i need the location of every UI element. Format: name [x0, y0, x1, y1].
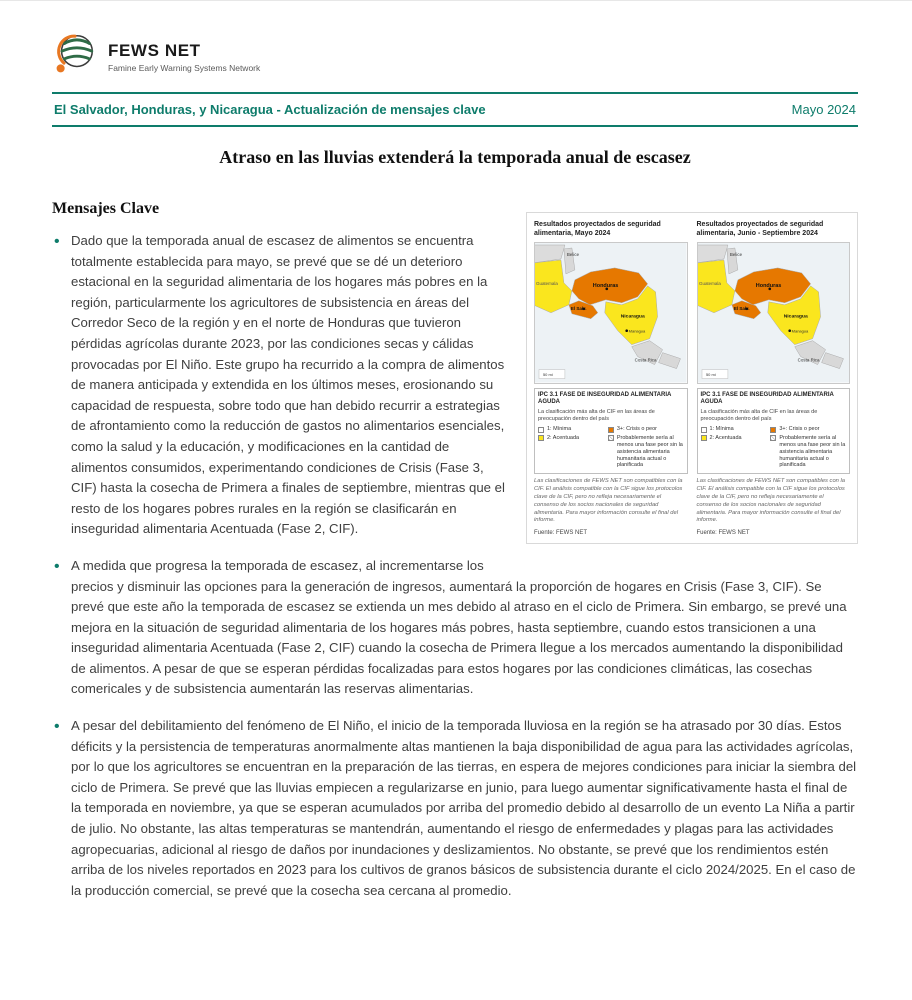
- map-label-honduras-icon: Honduras: [592, 283, 619, 290]
- key-messages-list: [52, 231, 858, 901]
- map-label-costa-rica-icon: Costa Rica: [634, 357, 657, 363]
- brand-tagline: Famine Early Warning Systems Network: [108, 62, 261, 73]
- section-heading-mensajes-clave: Mensajes Clave: [52, 200, 160, 217]
- map-label-nicaragua-icon: Nicaragua: [620, 313, 645, 320]
- brand-name: FEWS NET: [108, 40, 201, 60]
- key-message-item: • A pesar del debilitamiento del fenómeno de El Niño, el inicio de la temporada lluviosa en la región se ha atrasado por 30 días. Estos déficits y la persistencia de temperaturas anormalmente altas mantienen la baja disponibilidad de agua para las actividades agrícolas, por lo que los agricultores se encuentran en la preparación de las tierras, en espera de mejores condiciones para iniciar la siembra del ciclo de Primera. Se prevé que las lluvias empiecen a regularizarse en junio, para luego aumentar significativamente hasta el final de la temporada en noviembre, ya que se esperan acumulados por arriba del promedio debido al desarrollo de un evento La Niña a partir de julio. No obstante, las altas temperaturas se mantendrán, aumentando el riesgo de enfermedades y plagas para las actividades agropecuarias, adicional al riesgo de daños por inundaciones y deslizamientos. No obstante, se prevé que los rendimientos estén arriba de los niveles reportados en 2023 para los cultivos de granos básicos de subsistencia durante el ciclo 2024/2025. En el caso de la producción comercial, se prevé que la cosecha sea cercana al promedio.: [52, 716, 858, 901]
- report-body: [52, 200, 858, 917]
- map-label-belize-icon: Belice: [729, 252, 742, 258]
- map-label-guatemala-icon: Guatemala: [698, 281, 721, 287]
- map-panel-title: Resultados proyectados de seguridad alimentaria, Mayo 2024: [534, 221, 661, 238]
- page-title: Atraso en las lluvias extenderá la temporada anual de escasez: [219, 147, 691, 167]
- legend-title: IPC 3.1 FASE DE INSEGURIDAD ALIMENTARIA AGUDA: [700, 391, 834, 406]
- legend-item-stressed: 2: Acentuada: [538, 435, 604, 469]
- legend-item-minimal: 1: Mínima: [701, 426, 767, 433]
- figure-footnote: Las clasificaciones de FEWS NET son compatibles con la CIF. El análisis compatible con la CIF sigue los protocolos clave de la CIF, pero no refleja necesariamente el consenso de los socios nacionales de seguridad alimentaria. Para mayor información consulte el final del informe.: [696, 478, 846, 524]
- map-scale-label: 50 mi: [542, 372, 553, 378]
- map-label-costa-rica-icon: Costa Rica: [797, 357, 820, 363]
- brand-text: [108, 41, 260, 73]
- map-panel-title: Resultados proyectados de seguridad alimentaria, Junio - Septiembre 2024: [696, 221, 824, 238]
- report-region-title: El Salvador, Honduras, y Nicaragua - Actualización de mensajes clave: [54, 102, 486, 117]
- map-label-el-salvador-icon: El Salv.: [733, 305, 749, 311]
- report-page: [0, 1, 912, 917]
- key-message-item: • Dado que la temporada anual de escasez de alimentos se encuentra totalmente establecida para mayo, se prevé que se dé un deterioro estacional en la seguridad alimentaria de los hogares más pobres en la región, particularmente los agricultores de subsistencia en áreas del Corredor Seco de la región y en el norte de Honduras que tuvieron pérdidas agrícolas durante 2023, por las condiciones secas y cálidas provocadas por El Niño. Este grupo ha recurrido a la compra de alimentos de manera anticipada y extendida en los últimos meses, erosionando su capacidad de respuesta, sobre todo que han debido recurrir a estrategias de afrontamiento como la reducción de gastos no alimentarios esenciales, como la salud y la educación, y modificaciones en la cantidad de alimentos consumidos, experimentando condiciones de Crisis (Fase 3, CIF) hasta la cosecha de Primera a finales de septiembre, mientras que el resto de los hogares pobres rurales en la región se clasificarán en inseguridad alimentaria Acentuada (Fase 2, CIF).: [52, 231, 858, 540]
- legend-subtitle: La clasificación más alta de CIF en las áreas de preocupación dentro del país: [538, 408, 655, 422]
- legend-item-would-be-worse: Probablemente sería al menos una fase peor sin la asistencia alimentaria humanitaria actual o planificada: [608, 435, 684, 469]
- legend-item-stressed: 2: Acentuada: [701, 435, 767, 469]
- key-message-item: • A medida que progresa la temporada de escasez, al incrementarse los precios y disminuir las opciones para la generación de ingresos, aumentará la proporción de hogares en Crisis (Fase 3, CIF). Se prevé que este año la temporada de escasez se extienda un mes debido al atraso en el ciclo de Primera. Sin embargo, se prevé una mejora en la situación de seguridad alimentaria de los hogares más pobres, hasta septiembre, cuando estos transicionen a una inseguridad alimentaria Acentuada (Fase 2, CIF) cuando la cosecha de Primera llegue a los mercados aumentando la disponibilidad de alimentos. A pesar de que se esperan pérdidas focalizadas para estos hogares por las condiciones climáticas, las cosechas comericales y de subsistencia aumentarán las reservas alimentarias.: [52, 556, 858, 700]
- legend-title: IPC 3.1 FASE DE INSEGURIDAD ALIMENTARIA AGUDA: [538, 391, 672, 406]
- map-label-guatemala-icon: Guatemala: [536, 281, 558, 287]
- map-label-managua-icon: Managua: [791, 328, 808, 334]
- map-label-managua-icon: Managua: [628, 328, 646, 334]
- report-date: Mayo 2024: [791, 102, 856, 117]
- fews-net-globe-logo-icon: [52, 31, 98, 82]
- map-label-belize-icon: Belice: [566, 252, 580, 258]
- legend-item-crisis: 3+: Crisis o peor: [770, 426, 846, 433]
- figure-source: Fuente: FEWS NET: [534, 530, 588, 537]
- map-label-honduras-icon: Honduras: [755, 283, 781, 290]
- legend-item-crisis: 3+: Crisis o peor: [608, 426, 684, 433]
- legend-item-would-be-worse: Probablemente sería al menos una fase peor sin la asistencia alimentaria humanitaria actual o planificada: [770, 435, 846, 469]
- figure-footnote: Las clasificaciones de FEWS NET son compatibles con la CIF. El análisis compatible con la CIF sigue los protocolos clave de la CIF, pero no refleja necesariamente el consenso de los socios nacionales de seguridad alimentaria. Para mayor información consulte el final del informe.: [534, 478, 683, 524]
- legend-subtitle: La clasificación más alta de CIF en las áreas de preocupación dentro del país: [700, 408, 818, 422]
- report-header-band: [52, 92, 858, 127]
- brand-header: [52, 31, 858, 82]
- legend-item-minimal: 1: Mínima: [538, 426, 604, 433]
- map-label-el-salvador-icon: El Salv.: [570, 305, 587, 311]
- map-label-nicaragua-icon: Nicaragua: [783, 313, 808, 320]
- map-scale-label: 50 mi: [705, 372, 716, 378]
- figure-source: Fuente: FEWS NET: [696, 530, 750, 537]
